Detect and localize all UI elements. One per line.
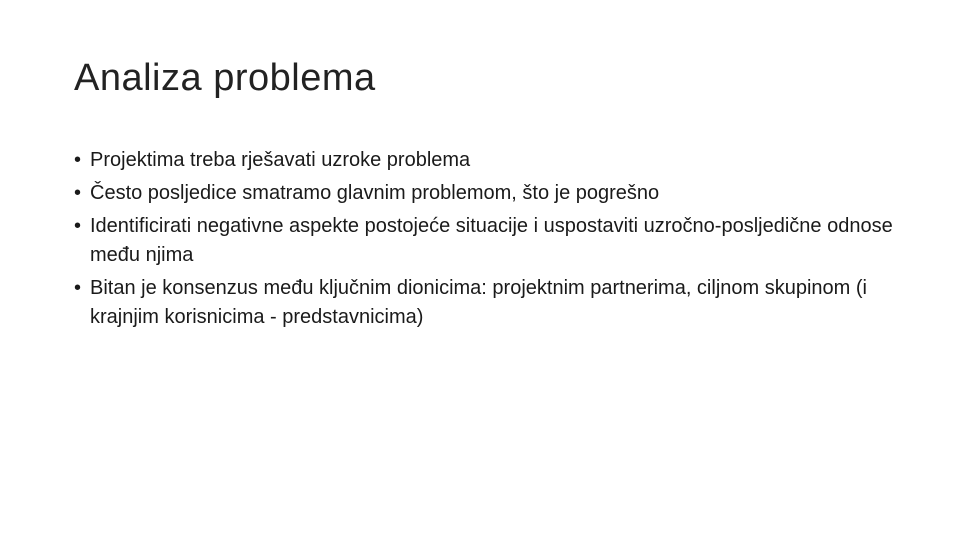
bullet-text: Često posljedice smatramo glavnim problemom, što je pogrešno [90, 182, 660, 204]
bullet-text: Identificirati negativne aspekte postojeće situacije i uspostaviti uzročno-posljedične odnose među njima [90, 215, 893, 266]
bullet-icon: • [74, 149, 82, 171]
bullet-icon: • [74, 182, 82, 204]
slide-title: Analiza problema [74, 57, 376, 99]
bullet-icon: • [74, 215, 82, 237]
bullet-icon: • [74, 277, 82, 299]
bullet-item [74, 179, 904, 208]
bullet-item [74, 274, 904, 332]
bullet-item [74, 146, 904, 175]
bullet-text: Projektima treba rješavati uzroke problema [90, 149, 471, 171]
bullet-text: Bitan je konsenzus među ključnim dionicima: projektnim partnerima, ciljnom skupinom (i krajnjim korisnicima - predstavnicima) [90, 277, 867, 328]
bullet-item [74, 212, 904, 270]
bullet-list [74, 146, 904, 336]
